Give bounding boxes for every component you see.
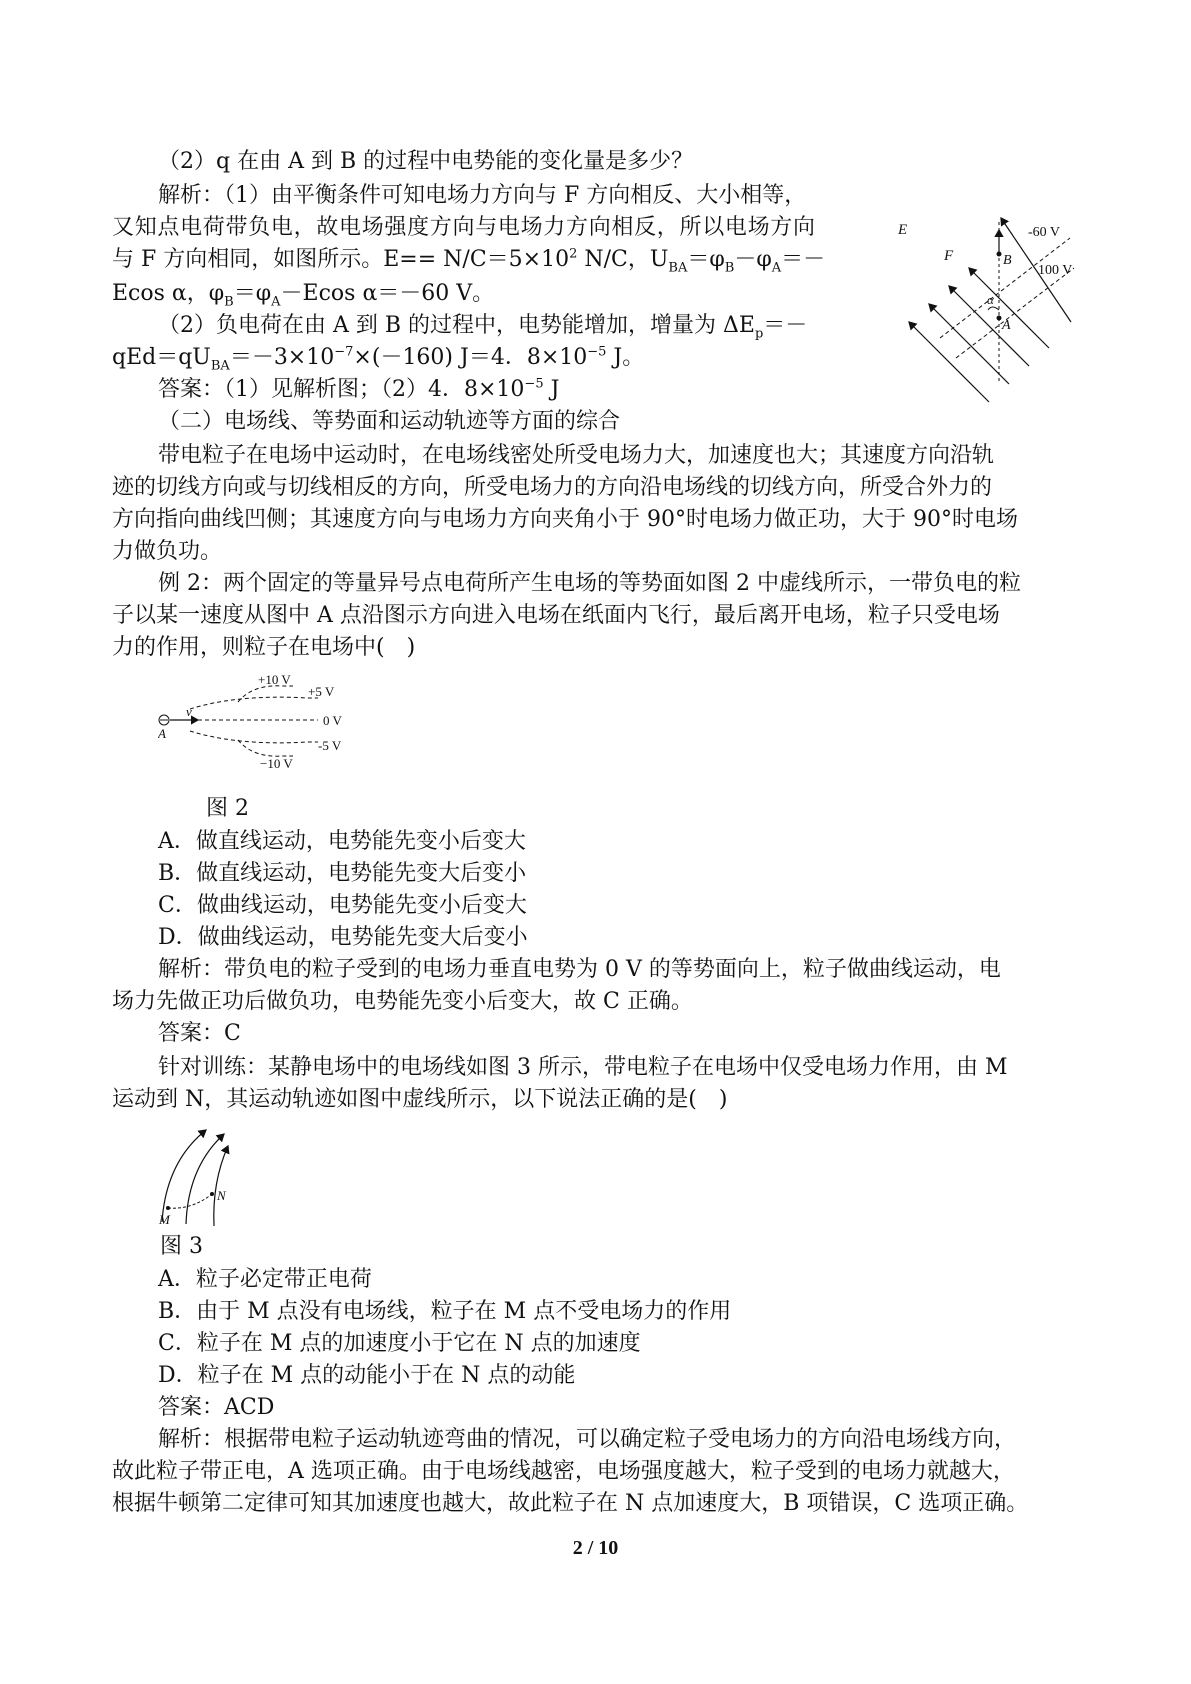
trajectory (168, 1194, 212, 1208)
answer-line: 答案：ACD (158, 1395, 275, 1420)
training-line: 针对训练：某静电场中的电场线如图 3 所示，带电粒子在电场中仅受电场力作用，由 M (158, 1055, 1008, 1080)
analysis-line: 根据牛顿第二定律可知其加速度也越大，故此粒子在 N 点加速度大，B 项错误，C 选项正确。 (112, 1491, 1029, 1516)
paragraph-line: 方向指向曲线凹侧；其速度方向与电场力方向夹角小于 90°时电场力做正功，大于 90°时电场 (112, 507, 1018, 532)
answer-line: 答案：C (158, 1021, 241, 1046)
label-M: M (159, 1212, 170, 1227)
alpha-arc (988, 307, 999, 310)
analysis-line: （2）负电荷在由 A 到 B 的过程中，电势能增加，增量为 $\Delta E_p=-$ (158, 313, 808, 342)
option-B: B．由于 M 点没有电场线，粒子在 M 点不受电场力的作用 (158, 1299, 732, 1324)
label-N: N (217, 1188, 226, 1203)
label-p10v: +10 V (258, 672, 291, 687)
section-heading: （二）电场线、等势面和运动轨迹等方面的综合 (158, 409, 621, 434)
equipotential-n5 (190, 731, 318, 743)
option-A: A．粒子必定带正电荷 (158, 1267, 372, 1292)
label-A: A (1002, 318, 1011, 333)
label-A: A (158, 726, 166, 741)
analysis-line: Ecos α，$\varphi_B=\varphi_A-Ecos$ α＝－60 V。 (112, 281, 495, 310)
label-B: B (1003, 253, 1012, 268)
point-B (997, 252, 1002, 257)
paragraph-line: 力做负功。 (112, 539, 223, 564)
field-line (186, 1134, 224, 1224)
equipotential-n10 (238, 740, 293, 756)
analysis-line: 与 F 方向相同，如图所示。$E== N/C=5\times 10^2$ N/C，$U_{BA}=\varphi_B-\varphi_A=-$ (112, 246, 826, 276)
label-0v: 0 V (323, 713, 342, 728)
option-D: D．粒子在 M 点的动能小于在 N 点的动能 (158, 1363, 576, 1388)
analysis-line: 解析：根据带电粒子运动轨迹弯曲的情况，可以确定粒子受电场力的方向沿电场线方向， (158, 1427, 1017, 1452)
label-p5v: +5 V (308, 684, 335, 699)
analysis-line: $qEd=qU_{BA}=-3\times 10^{-7}\times(-160)$ J＝4．$8\times 10^{-5}$ J。 (112, 344, 645, 374)
label-n5v: -5 V (318, 738, 342, 753)
figure-3-caption: 图 3 (160, 1234, 203, 1259)
figure-3-field-lines (156, 1112, 256, 1228)
analysis-line: 又知点电荷带负电，故电场强度方向与电场力方向相反，所以电场方向 (112, 215, 815, 240)
example-2-line: 例 2：两个固定的等量异号点电荷所产生电场的等势面如图 2 中虚线所示，一带负电的粒 (158, 571, 1021, 596)
field-line (909, 322, 989, 402)
question-2: （2）q 在由 A 到 B 的过程中电势能的变化量是多少？ (158, 149, 694, 174)
answer-line: 答案：（1）见解析图；（2）4．$8\times 10^{-5}$ J (158, 376, 560, 402)
label-E: E (898, 222, 908, 238)
option-A: A．做直线运动，电势能先变小后变大 (158, 829, 526, 854)
point-N (210, 1192, 214, 1196)
analysis-line: 场力先做正功后做负功，电势能先变小后变大，故 C 正确。 (112, 989, 693, 1014)
point-A (997, 316, 1002, 321)
example-2-line: 力的作用，则粒子在电场中( ) (112, 635, 416, 660)
figure-2-caption: 图 2 (206, 796, 249, 821)
analysis-line: 故此粒子带正电，A 选项正确。由于电场线越密，电场强度越大，粒子受到的电场力就越大， (112, 1459, 1015, 1484)
training-line: 运动到 N，其运动轨迹如图中虚线所示，以下说法正确的是( ) (112, 1087, 728, 1112)
example-2-line: 子以某一速度从图中 A 点沿图示方向进入电场在纸面内飞行，最后离开电场，粒子只受电场 (112, 603, 1000, 628)
figure-2-equipotentials (158, 672, 358, 780)
point-M (166, 1206, 170, 1210)
label-n10v: −10 V (260, 756, 293, 771)
option-B: B．做直线运动，电势能先变大后变小 (158, 861, 527, 886)
label-alpha: α (987, 292, 994, 307)
analysis-line: 解析：带负电的粒子受到的电场力垂直电势为 0 V 的等势面向上，粒子做曲线运动，电 (158, 957, 1001, 982)
option-C: C．粒子在 M 点的加速度小于它在 N 点的加速度 (158, 1331, 641, 1356)
label-100v: 100 V (1038, 263, 1073, 278)
label-neg60v: -60 V (1028, 225, 1061, 240)
label-F: F (944, 248, 954, 264)
paragraph-line: 带电粒子在电场中运动时，在电场线密处所受电场力大，加速度也大；其速度方向沿轨 (158, 443, 995, 468)
label-v: v (186, 704, 192, 719)
paragraph-line: 迹的切线方向或与切线相反的方向，所受电场力的方向沿电场线的切线方向，所受合外力的 (112, 475, 993, 500)
page-number: 2 / 10 (572, 1537, 619, 1559)
option-D: D．做曲线运动，电势能先变大后变小 (158, 925, 528, 950)
field-line (214, 1146, 228, 1226)
equipotential-p5 (190, 697, 318, 709)
analysis-line: 解析：（1）由平衡条件可知电场力方向与 F 方向相反、大小相等， (158, 183, 807, 208)
equipotential-p10 (238, 686, 293, 702)
equipotential-line (956, 268, 1074, 358)
figure-1-field-diagram (896, 212, 1086, 412)
field-line (969, 268, 1049, 348)
option-C: C．做曲线运动，电势能先变小后变大 (158, 893, 527, 918)
